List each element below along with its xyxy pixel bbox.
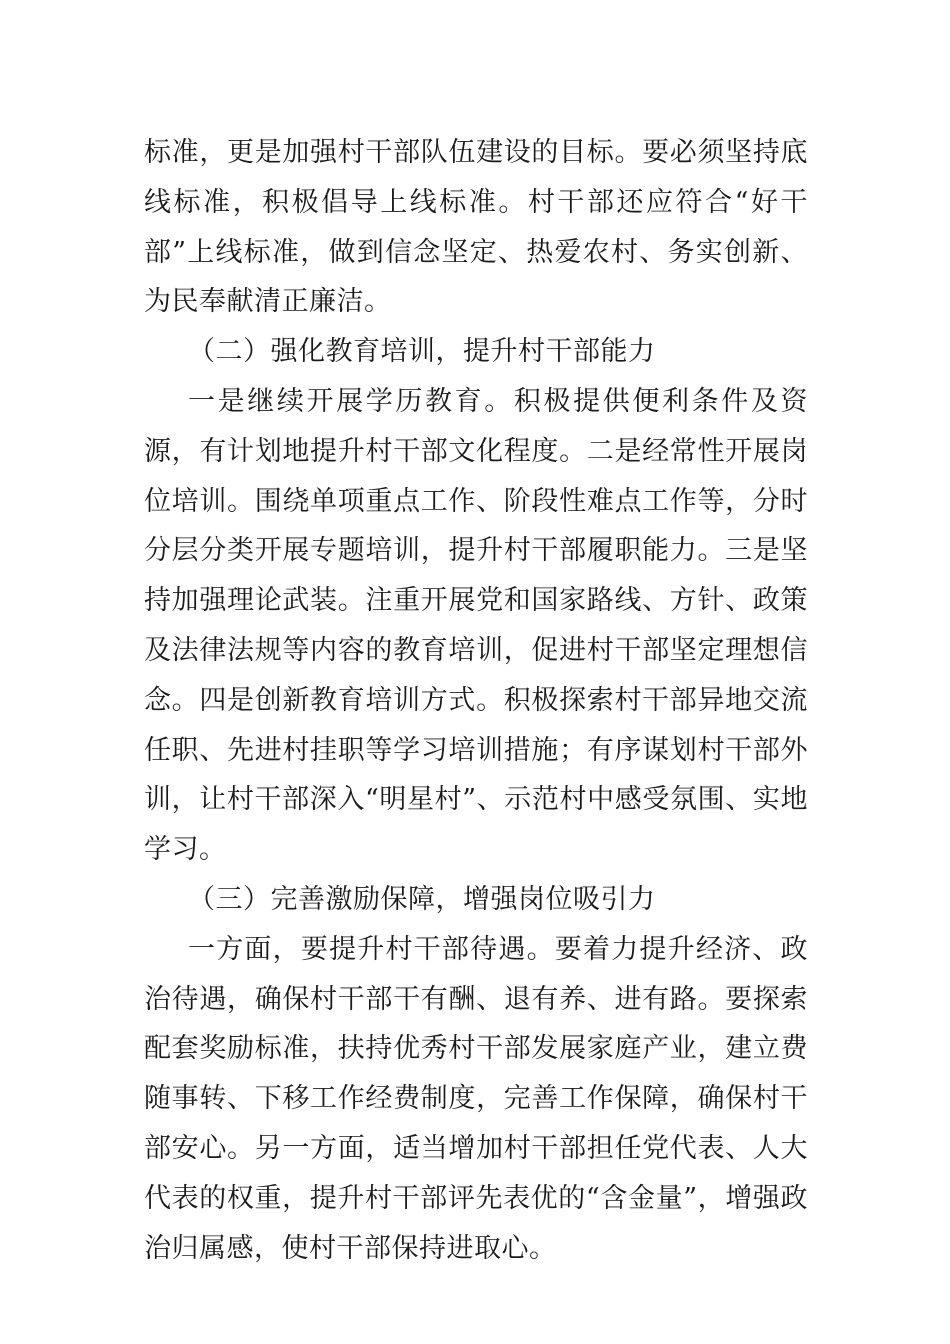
- paragraph-education-training: 一是继续开展学历教育。积极提供便利条件及资源，有计划地提升村干部文化程度。二是经常性开展岗位培训。围绕单项重点工作、阶段性难点工作等，分时分层分类开展专题培训，提升村干部履职能力。三是坚持加强理论武装。注重开展党和国家路线、方针、政策及法律法规等内容的教育培训，促进村干部坚定理想信念。四是创新教育培训方式。积极探索村干部异地交流任职、先进村挂职等学习培训措施；有序谋划村干部外训，让村干部深入“明星村”、示范村中感受氛围、实地学习。: [144, 385, 808, 866]
- document-body: [144, 128, 808, 1273]
- paragraph-continuation: 标准，更是加强村干部队伍建设的目标。要必须坚持底线标准，积极倡导上线标准。村干部还应符合“好干部”上线标准，做到信念坚定、热爱农村、务实创新、为民奉献清正廉洁。: [144, 137, 808, 318]
- section-heading-2: （二）强化教育培训，提升村干部能力: [188, 336, 656, 368]
- paragraph-incentives: 一方面，要提升村干部待遇。要着力提升经济、政治待遇，确保村干部干有酬、退有养、进有路。要探索配套奖励标准，扶持优秀村干部发展家庭产业，建立费随事转、下移工作经费制度，完善工作保障，确保村干部安心。另一方面，适当增加村干部担任党代表、人大代表的权重，提升村干部评先表优的“含金量”，增强政治归属感，使村干部保持进取心。: [144, 933, 808, 1264]
- section-heading-3: （三）完善激励保障，增强岗位吸引力: [188, 883, 656, 915]
